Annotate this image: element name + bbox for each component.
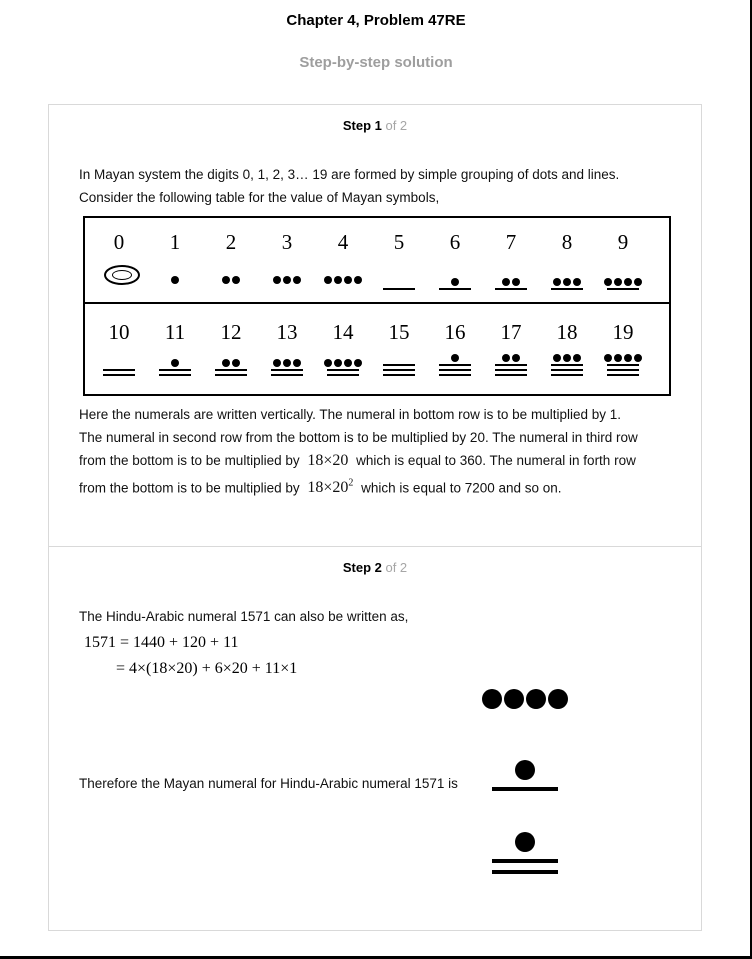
- math-18x20: 18×20: [307, 452, 349, 469]
- mayan-bar: [383, 374, 415, 376]
- mayan-bar: [439, 369, 471, 371]
- mayan-bar: [215, 374, 247, 376]
- expl-line4-suffix: which is equal to 7200 and so on.: [361, 480, 562, 496]
- mayan-bar: [607, 369, 639, 371]
- mayan-bar: [607, 288, 639, 290]
- expl-line3-prefix: from the bottom is to be multiplied by: [79, 453, 300, 468]
- mayan-bar: [327, 369, 359, 371]
- mayan-value-14: [315, 320, 371, 345]
- mayan-symbol-2: [203, 262, 259, 292]
- step1-expl-line1: Here the numerals are written vertically. The numeral in bottom row is to be multiplied by 1.: [79, 407, 621, 422]
- mayan-value-8: [539, 230, 595, 255]
- mayan-bar: [327, 374, 359, 376]
- mayan-bar: [551, 369, 583, 371]
- step2-intro-text: The Hindu-Arabic numeral 1571 can also be written as,: [79, 609, 409, 624]
- mayan-number-label: 6: [449, 230, 461, 254]
- answer-dot: [548, 689, 568, 709]
- answer-bar: [492, 870, 558, 874]
- mayan-dot: [334, 359, 342, 367]
- mayan-bar: [215, 369, 247, 371]
- equation-line2: = 4×(18×20) + 6×20 + 11×1: [116, 660, 298, 677]
- mayan-dot: [563, 278, 571, 286]
- math-base: 18×20: [307, 479, 349, 497]
- page-title: Chapter 4, Problem 47RE: [286, 12, 466, 29]
- mayan-value-13: [259, 320, 315, 345]
- answer-dot: [504, 689, 524, 709]
- mayan-dot: [171, 276, 179, 284]
- mayan-symbol-5: [371, 262, 427, 292]
- mayan-dot: [354, 276, 362, 284]
- mayan-number-label: 12: [220, 320, 242, 344]
- mayan-bar: [551, 288, 583, 290]
- mayan-number-label: 0: [113, 230, 125, 254]
- mayan-dot: [634, 278, 642, 286]
- mayan-symbol-4: [315, 262, 371, 292]
- mayan-number-label: 4: [337, 230, 349, 254]
- mayan-value-17: [483, 320, 539, 345]
- mayan-dot: [293, 276, 301, 284]
- mayan-bar: [495, 374, 527, 376]
- mayan-value-6: [427, 230, 483, 255]
- mayan-number-label: 18: [556, 320, 578, 344]
- mayan-dot: [171, 359, 179, 367]
- conclusion-text: Therefore the Mayan numeral for Hindu-Arabic numeral 1571 is: [79, 776, 458, 791]
- step2-label: Step 2: [342, 560, 382, 575]
- mayan-dot: [324, 359, 332, 367]
- mayan-value-3: [259, 230, 315, 255]
- answer-dot: [482, 689, 502, 709]
- mayan-bar: [495, 364, 527, 366]
- mayan-dot: [232, 359, 240, 367]
- mayan-value-15: [371, 320, 427, 345]
- mayan-number-label: 8: [561, 230, 573, 254]
- mayan-dot: [553, 354, 561, 362]
- mayan-dot: [222, 359, 230, 367]
- mayan-number-label: 10: [108, 320, 130, 344]
- mayan-dot: [573, 278, 581, 286]
- step1-label: Step 1: [342, 118, 382, 133]
- mayan-dot: [573, 354, 581, 362]
- mayan-bar: [551, 364, 583, 366]
- mayan-symbol-17: [483, 348, 539, 378]
- mayan-number-label: 5: [393, 230, 405, 254]
- mayan-symbol-18: [539, 348, 595, 378]
- mayan-dot: [624, 354, 632, 362]
- mayan-number-label: 2: [225, 230, 237, 254]
- mayan-symbol-15: [371, 348, 427, 378]
- mayan-number-label: 14: [332, 320, 354, 344]
- equation-line1: 1571 = 1440 + 120 + 11: [84, 634, 239, 651]
- mayan-value-5: [371, 230, 427, 255]
- mayan-dot: [222, 276, 230, 284]
- step2-intro: [79, 605, 408, 628]
- mayan-number-label: 3: [281, 230, 293, 254]
- step1-intro-line1: In Mayan system the digits 0, 1, 2, 3… 19 are formed by simple grouping of dots and lines.: [79, 167, 620, 182]
- mayan-dot: [324, 276, 332, 284]
- expl-line3-suffix: which is equal to 360. The numeral in forth row: [356, 453, 636, 468]
- answer-dot: [526, 689, 546, 709]
- shell-icon: [104, 265, 140, 285]
- mayan-bar: [383, 369, 415, 371]
- step2-header: [48, 560, 702, 575]
- mayan-value-4: [315, 230, 371, 255]
- mayan-number-label: 11: [164, 320, 186, 344]
- mayan-bar: [103, 374, 135, 376]
- mayan-dot: [293, 359, 301, 367]
- mayan-dot: [553, 278, 561, 286]
- mayan-dot: [563, 354, 571, 362]
- mayan-number-label: 15: [388, 320, 410, 344]
- mayan-symbol-10: [91, 348, 147, 378]
- mayan-value-16: [427, 320, 483, 345]
- mayan-dot: [354, 359, 362, 367]
- step1-intro-line2: Consider the following table for the value of Mayan symbols,: [79, 190, 440, 205]
- mayan-dot: [344, 276, 352, 284]
- mayan-dot: [283, 276, 291, 284]
- mayan-value-1: [147, 230, 203, 255]
- step1-count: of 2: [381, 118, 408, 133]
- table-divider: [85, 302, 669, 304]
- mayan-symbol-19: [595, 348, 651, 378]
- mayan-number-label: 1: [169, 230, 181, 254]
- mayan-value-18: [539, 320, 595, 345]
- mayan-dot: [512, 278, 520, 286]
- mayan-dot: [273, 359, 281, 367]
- mayan-bar: [439, 288, 471, 290]
- mayan-dot: [283, 359, 291, 367]
- step-divider: [48, 546, 702, 547]
- mayan-number-label: 7: [505, 230, 517, 254]
- mayan-symbol-1: [147, 262, 203, 292]
- mayan-dot: [502, 278, 510, 286]
- mayan-bar: [551, 374, 583, 376]
- mayan-value-12: [203, 320, 259, 345]
- mayan-bar: [271, 374, 303, 376]
- mayan-dot: [451, 278, 459, 286]
- step1-expl-line2: The numeral in second row from the bottom is to be multiplied by 20. The numeral in third row: [79, 430, 638, 445]
- mayan-symbol-0: [91, 262, 147, 292]
- mayan-symbol-14: [315, 348, 371, 378]
- mayan-number-label: 9: [617, 230, 629, 254]
- mayan-dot: [344, 359, 352, 367]
- mayan-symbol-7: [483, 262, 539, 292]
- expl-line4-prefix: from the bottom is to be multiplied by: [79, 480, 300, 496]
- mayan-value-19: [595, 320, 651, 345]
- mayan-dot: [502, 354, 510, 362]
- answer-dot: [515, 832, 535, 852]
- mayan-dot: [232, 276, 240, 284]
- step1-expl-line3: [79, 449, 638, 472]
- step1-explanation: [79, 403, 638, 495]
- mayan-number-label: 13: [276, 320, 298, 344]
- mayan-dot: [634, 354, 642, 362]
- mayan-number-label: 16: [444, 320, 466, 344]
- mayan-bar: [439, 364, 471, 366]
- mayan-value-2: [203, 230, 259, 255]
- answer-dot: [515, 760, 535, 780]
- mayan-bar: [495, 369, 527, 371]
- mayan-bar: [383, 288, 415, 290]
- mayan-bar: [607, 364, 639, 366]
- mayan-dot: [624, 278, 632, 286]
- mayan-symbol-6: [427, 262, 483, 292]
- mayan-value-0: [91, 230, 147, 255]
- mayan-symbol-16: [427, 348, 483, 378]
- mayan-symbol-12: [203, 348, 259, 378]
- answer-bar: [492, 787, 558, 791]
- mayan-symbol-9: [595, 262, 651, 292]
- step2-conclusion: [79, 772, 458, 795]
- mayan-number-label: 19: [612, 320, 634, 344]
- mayan-dot: [604, 278, 612, 286]
- step1-header: [48, 118, 702, 133]
- mayan-bar: [159, 369, 191, 371]
- mayan-bar: [383, 364, 415, 366]
- step1-intro: [79, 163, 619, 209]
- mayan-bar: [607, 374, 639, 376]
- mayan-dot: [451, 354, 459, 362]
- math-18x20-squared: [303, 479, 357, 496]
- mayan-number-label: 17: [500, 320, 522, 344]
- mayan-symbol-8: [539, 262, 595, 292]
- mayan-dot: [614, 354, 622, 362]
- step2-count: of 2: [381, 560, 408, 575]
- mayan-numeral-table: [83, 216, 671, 396]
- page-subtitle: Step-by-step solution: [299, 54, 453, 71]
- mayan-dot: [334, 276, 342, 284]
- math-exponent: 2: [348, 478, 354, 489]
- answer-bar: [492, 859, 558, 863]
- mayan-dot: [614, 278, 622, 286]
- mayan-bar: [159, 374, 191, 376]
- mayan-value-11: [147, 320, 203, 345]
- mayan-value-7: [483, 230, 539, 255]
- mayan-bar: [495, 288, 527, 290]
- mayan-bar: [103, 369, 135, 371]
- step1-expl-line4: [79, 472, 638, 495]
- mayan-symbol-13: [259, 348, 315, 378]
- mayan-bar: [439, 374, 471, 376]
- mayan-dot: [512, 354, 520, 362]
- mayan-dot: [604, 354, 612, 362]
- mayan-symbol-3: [259, 262, 315, 292]
- mayan-value-9: [595, 230, 651, 255]
- mayan-dot: [273, 276, 281, 284]
- mayan-value-10: [91, 320, 147, 345]
- mayan-bar: [271, 369, 303, 371]
- mayan-symbol-11: [147, 348, 203, 378]
